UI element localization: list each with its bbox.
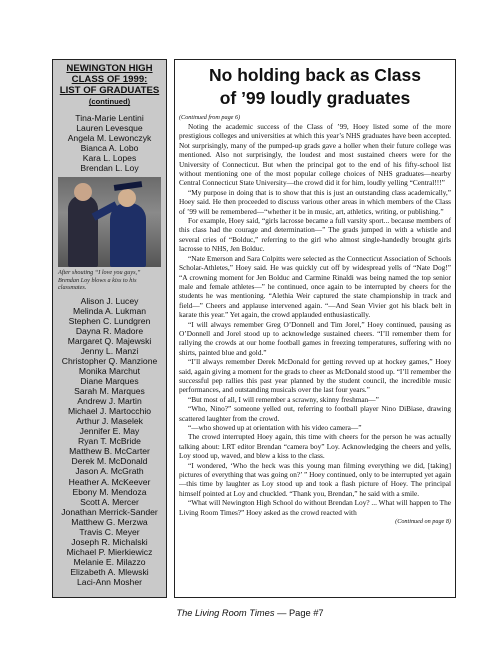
article-paragraph: For example, Hoey said, “girls lacrosse became a full varsity sport... because members of this class had the courage and determination—” The grads jumped in with a whistle and several cries of “Bolduc,” referring to the girl who almost single-handedly brought girls lacrosse to NHS, Jen Bolduc. xyxy=(179,216,451,254)
page-frame xyxy=(52,48,456,598)
sidebar-heading-line-1: NEWINGTON HIGH xyxy=(66,63,153,74)
graduate-name: Lauren Levesque xyxy=(76,123,143,134)
graduation-photo xyxy=(58,177,161,267)
headline-line-1: No holding back as Class xyxy=(209,65,421,85)
sidebar-heading-line-3: LIST OF GRADUATES xyxy=(59,84,160,96)
article-paragraph: “But most of all, I will remember a scrawny, skinny freshman—” xyxy=(188,394,379,404)
graduate-name: Arthur J. Maselek xyxy=(76,416,143,427)
photo-figure-right xyxy=(110,203,146,267)
graduate-name: Laci-Ann Mosher xyxy=(77,577,142,587)
article-paragraph: “What will Newington High School do without Brendan Loy? ... What will happen to The Living Room Times?” Hoey asked as the crowd reacted with xyxy=(179,498,451,517)
graduate-name: Sarah M. Marques xyxy=(74,386,145,397)
sidebar-heading-continued: (continued) xyxy=(88,97,131,107)
sidebar-heading-line-2: CLASS OF 1999: xyxy=(71,73,148,85)
graduate-name: Kara L. Lopes xyxy=(82,153,137,164)
graduate-name: Ebony M. Mendoza xyxy=(72,486,147,497)
graduate-name: Matthew B. McCarter xyxy=(69,446,150,457)
article-headline xyxy=(179,64,451,109)
article xyxy=(174,59,456,598)
graduate-list-bottom xyxy=(53,296,166,587)
graduate-name: Dayna R. Madore xyxy=(75,325,144,336)
graduate-name: Bianca A. Lobo xyxy=(80,143,139,154)
graduate-name: Melanie E. Milazzo xyxy=(73,556,146,567)
article-body xyxy=(179,122,451,517)
article-paragraph: “I’ll always remember Derek McDonald for getting revved up at hockey games,” Hoey said, again giving a moment for the grads to cheer as McDonald stood up. “I’ll remember the successful pep rallies this past year planned by the student council, the incredible music performances, and outstanding musicals over the last four years.” xyxy=(179,357,451,395)
graduate-name: Michael J. Martocchio xyxy=(67,406,152,417)
graduate-name: Monika Marchut xyxy=(78,366,141,377)
photo-caption: After shouting “I love you guys,” Brendan Loy blows a kiss to his classmates. xyxy=(58,269,141,292)
graduate-name: Elizabeth A. Mlewski xyxy=(70,566,149,577)
graduate-name: Travis C. Meyer xyxy=(79,526,140,537)
graduate-name: Jonathan Merrick-Sander xyxy=(61,506,158,517)
graduate-name: Alison J. Lucey xyxy=(80,295,139,306)
graduate-name: Christopher Q. Manzione xyxy=(61,355,158,366)
graduate-name: Angela M. Lewonczyk xyxy=(67,133,152,144)
graduate-name: Derek M. McDonald xyxy=(71,456,148,467)
graduate-name: Ryan T. McBride xyxy=(78,436,141,447)
graduates-sidebar xyxy=(52,59,167,598)
graduate-name: Margaret Q. Majewski xyxy=(67,335,152,346)
article-paragraph: “Nate Emerson and Sara Colpitts were selected as the Connecticut Association of Schools Scholar-Athletes,” Hoey said. He was quickly cut off by widespread yells of “Nate Dog!” “A crowning moment for Jen Bolduc and Carmine Rinaldi was being named the top senior male and female athletes—” he continued, once again to be interrupted by cheers for the students he was mentioning. “Alethia Weir captured the state championship in track and field—” Cheers and applause intervened again. “—And Sean Vivier got his black belt in karate this year.” Yet again, the crowd applauded enthusiastically. xyxy=(179,253,451,320)
article-paragraph: “—who showed up at orientation with his video camera—” xyxy=(188,423,362,432)
article-paragraph: Noting the academic success of the Class of ’99, Hoey listed some of the more prestigious colleges and universities at which this year’s NHS graduates have been accepted. Not surprisingly, many of the pumped-up grads gave a holler when their future college was mentioned. Also not surprisingly, the loudest and most sustained cheers were for the University of Connecticut. But when the principal got to the end of his fifty-school list without mentioning one of the most popular college choices of NHS graduates—nearby Central Connecticut State University—the crowd did it for him, loudly yelling “Central!!!” xyxy=(179,122,451,188)
graduate-name: Brendan L. Loy xyxy=(80,163,139,174)
graduate-name: Andrew J. Martin xyxy=(77,396,142,407)
continued-from-note: (Continued from page 6) xyxy=(179,114,241,121)
graduate-name: Heather A. McKeever xyxy=(68,476,151,487)
graduate-name: Michael P. Mierkiewicz xyxy=(66,546,153,557)
page-footer xyxy=(0,608,500,618)
graduate-name: Diane Marques xyxy=(80,376,139,387)
article-paragraph: “I wondered, ‘Who the heck was this young man filming everything we did, [taking] pictures of everything that was going on?’ ” Hoey continued, only to be interrupted yet again—this time by laughter as Loy stood up and took a flash picture of Hoey. The principal himself pointed at Loy and chuckled. “Thank you, Brendan,” he said with a smile. xyxy=(179,460,451,498)
graduate-list-top xyxy=(53,113,166,173)
graduate-name: Stephen C. Lundgren xyxy=(68,315,151,326)
page-number-label: — Page #7 xyxy=(274,608,324,618)
photo-figure-left xyxy=(68,195,98,267)
graduate-name: Jason A. McGrath xyxy=(75,466,144,477)
graduate-name: Jenny L. Manzi xyxy=(80,345,139,356)
continued-on-note: (Continued on page 8) xyxy=(395,518,451,526)
publication-name: The Living Room Times xyxy=(176,608,275,618)
article-paragraph: “I will always remember Greg O’Donnell and Tim Jorel,” Hoey continued, pausing as O’Donnell and Jorel stood up to acknowledge sustained cheers. “I’ll remember them for rallying the crowds at our home football games in freezing temperatures, suffering with no shirts, painted blue and gold.” xyxy=(179,319,451,357)
graduate-name: Scott A. Mercer xyxy=(80,496,139,507)
graduate-name: Matthew G. Merzwa xyxy=(71,516,148,527)
graduate-name: Jennifer E. May xyxy=(79,426,140,437)
article-paragraph: “Who, Nino?” someone yelled out, referring to football player Nino DiBiase, drawing scattered laughter from the crowd. xyxy=(179,404,451,423)
article-paragraph: “My purpose in doing that is to show that this is just an outstanding class academically,” Hoey said. He then proceeded to discuss various other areas in which members of the Class of ’99 will be remembered—“whether it be in music, art, athletics, writing, or publishing.” xyxy=(179,187,451,216)
graduate-name: Melinda A. Lukman xyxy=(72,305,147,316)
graduate-name: Joseph R. Michalski xyxy=(71,536,148,547)
article-paragraph: The crowd interrupted Hoey again, this time with cheers for the person he was actually talking about: LRT editor Brendan “camera boy” Loy. Acknowledging the cheers and yells, Loy stood up, waved, and blew a kiss to the class. xyxy=(179,432,451,461)
sidebar-heading xyxy=(53,60,166,108)
headline-line-2: of ’99 loudly graduates xyxy=(219,87,411,108)
graduate-name: Tina-Marie Lentini xyxy=(75,113,144,124)
